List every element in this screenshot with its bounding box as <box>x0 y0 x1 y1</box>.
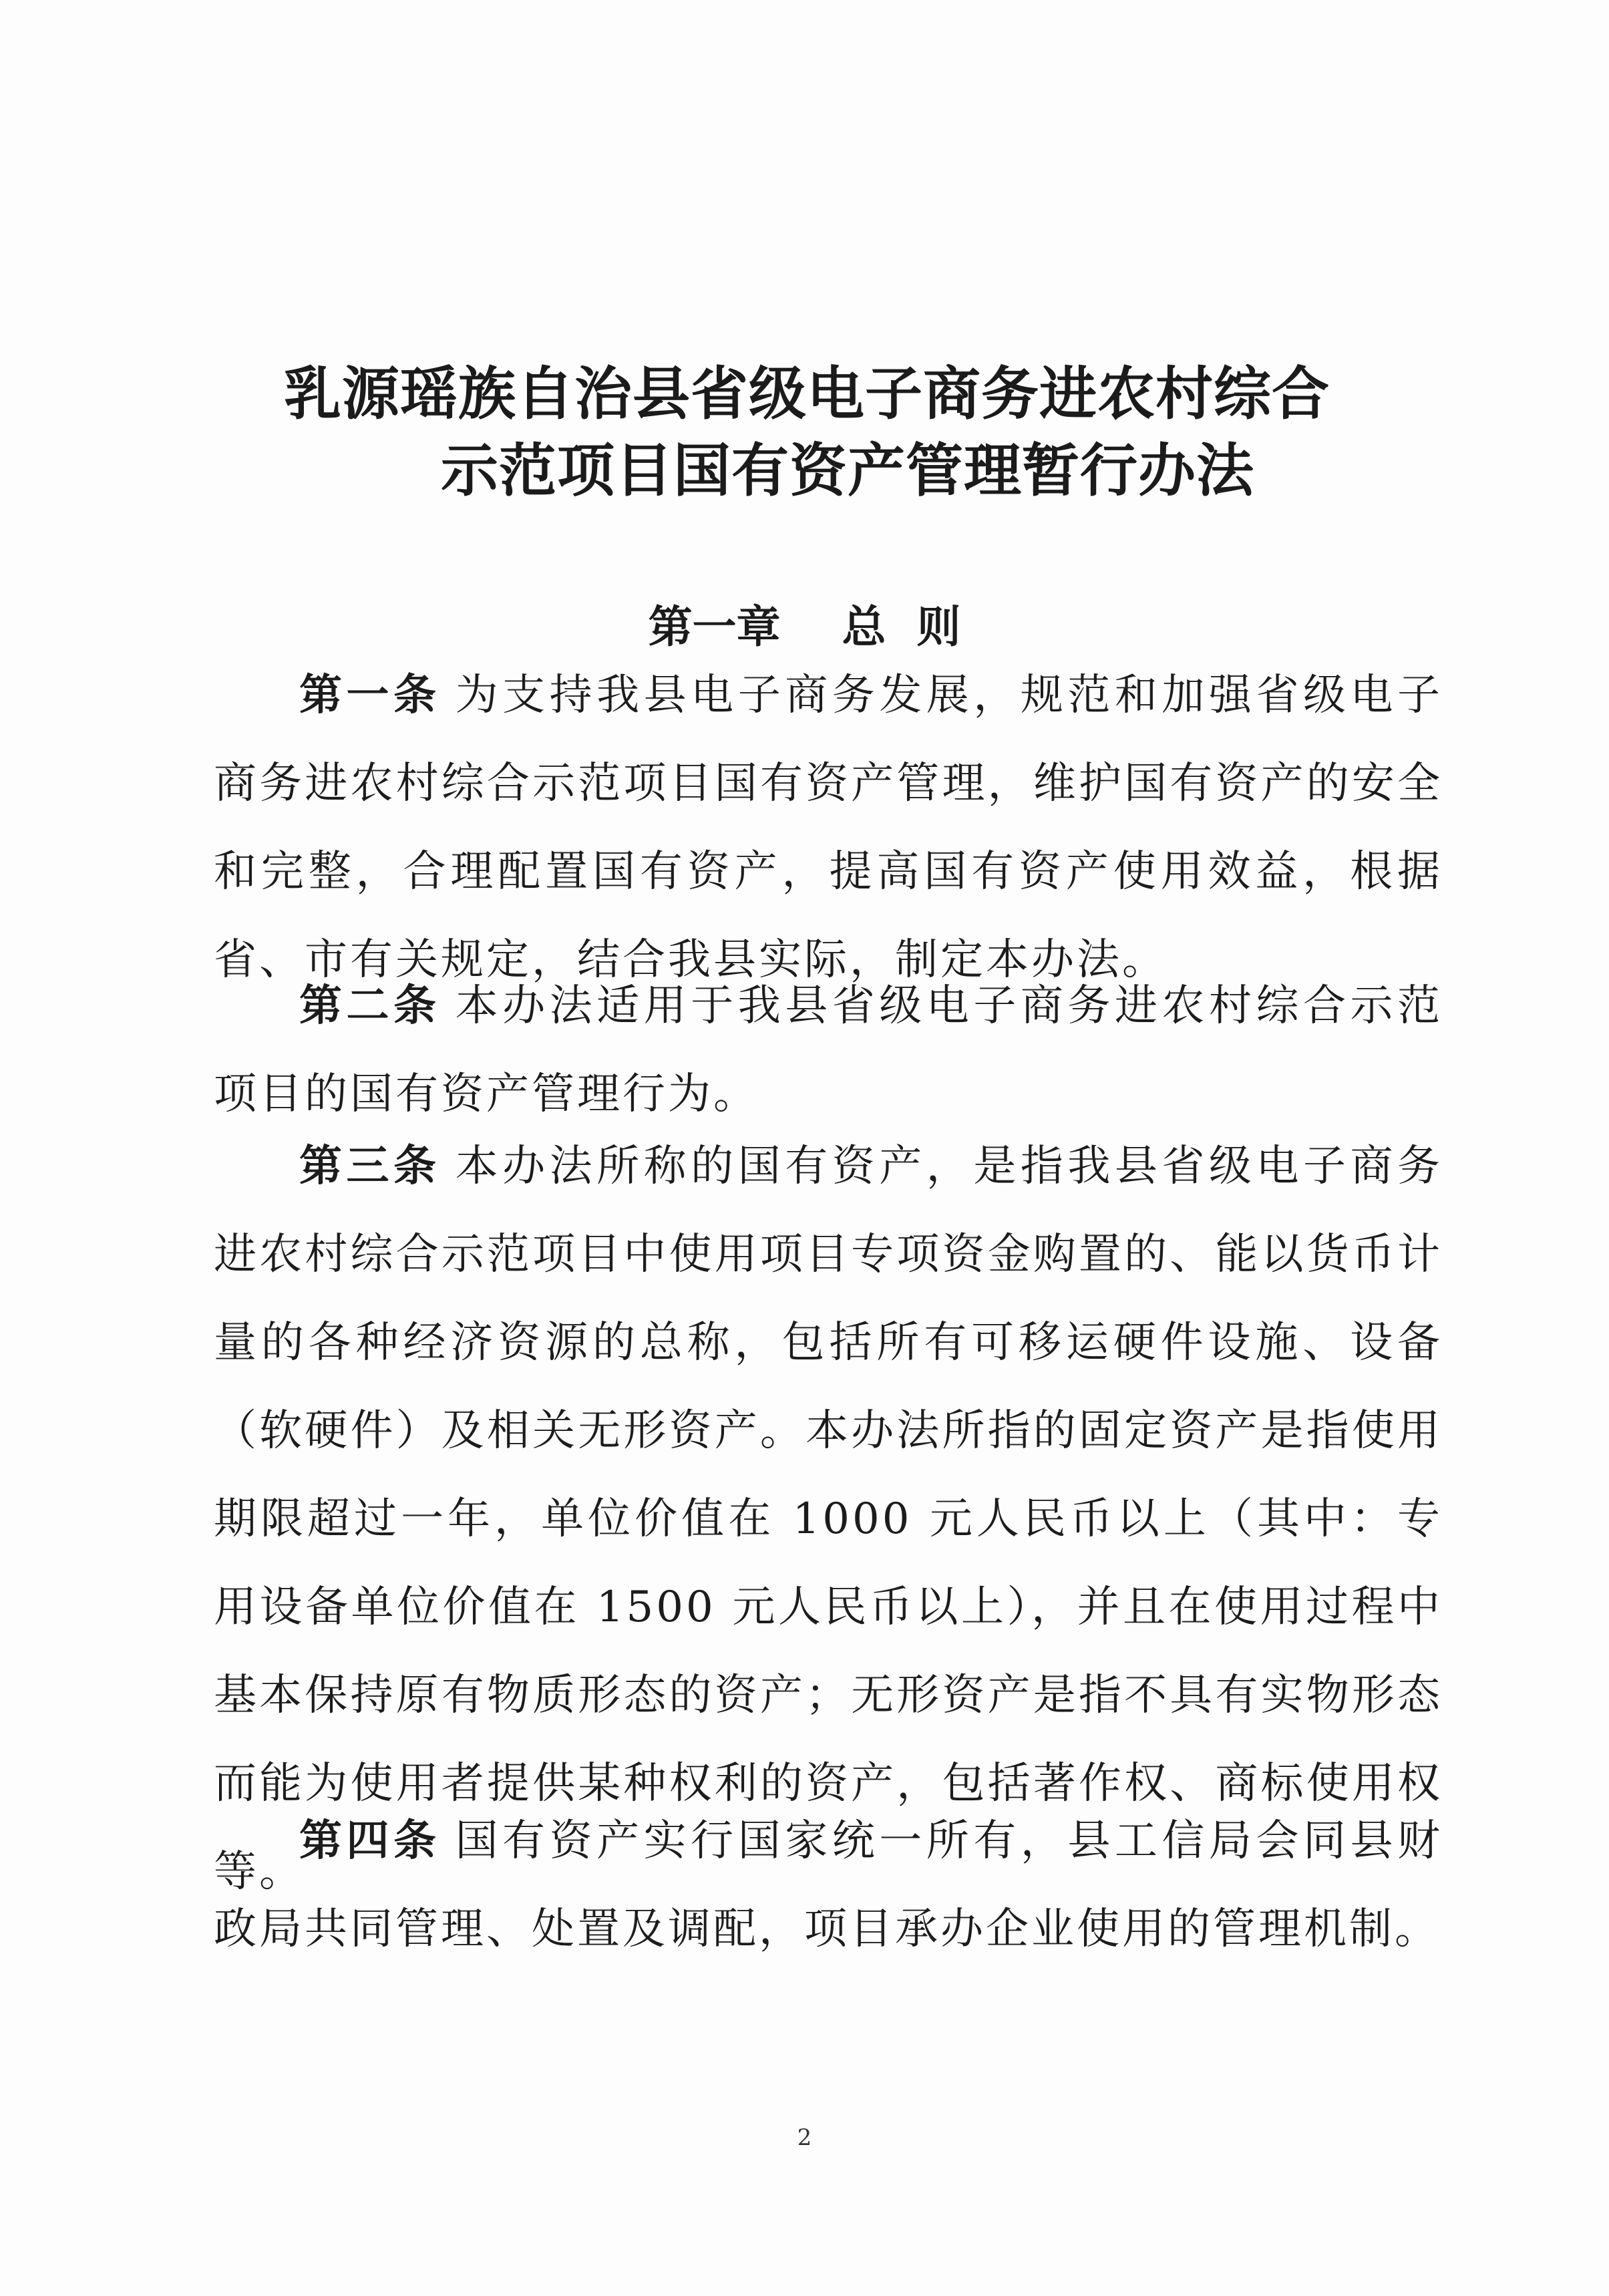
article-4 <box>214 1797 1443 1973</box>
chapter-heading: 第一章 总 则 <box>648 601 961 653</box>
document-title-line-2: 示范项目国有资产管理暂行办法 <box>441 438 1254 504</box>
article-1-text: 为支持我县电子商务发展，规范和加强省级电子商务进农村综合示范项目国有资产管理，维护国有资产的安全和完整，合理配置国有资产，提高国有资产使用效益，根据省、市有关规定，结合我县实际，制定本办法。 <box>214 671 1443 985</box>
document-title-line-1: 乳源瑶族自治县省级电子商务进农村综合 <box>284 361 1330 428</box>
article-2 <box>214 962 1443 1138</box>
article-2-text: 本办法适用于我县省级电子商务进农村综合示范项目的国有资产管理行为。 <box>214 981 1443 1119</box>
article-2-lead: 第二条 <box>299 981 441 1031</box>
article-1 <box>214 651 1443 1004</box>
page-number: 2 <box>797 2124 812 2151</box>
article-4-lead: 第四条 <box>299 1816 441 1866</box>
article-3-lead: 第三条 <box>299 1142 441 1191</box>
article-4-text: 国有资产实行国家统一所有，县工信局会同县财政局共同管理、处置及调配，项目承办企业使用的管理机制。 <box>214 1816 1443 1954</box>
article-3-text: 本办法所称的国有资产，是指我县省级电子商务进农村综合示范项目中使用项目专项资金购置的、能以货币计量的各种经济资源的总称，包括所有可移运硬件设施、设备（软硬件）及相关无形资产。本办法所指的固定资产是指使用期限超过一年，单位价值在 1000 元人民币以上（其中：专用设备单位价值在 1500 元人民币以上），并且在使用过程中基本保持原有物质形态的资产；无形资产是指不具有实物形态而能为使用者提供某种权利的资产，包括著作权、商标使用权等。 <box>214 1142 1443 1897</box>
article-1-lead: 第一条 <box>299 671 441 720</box>
